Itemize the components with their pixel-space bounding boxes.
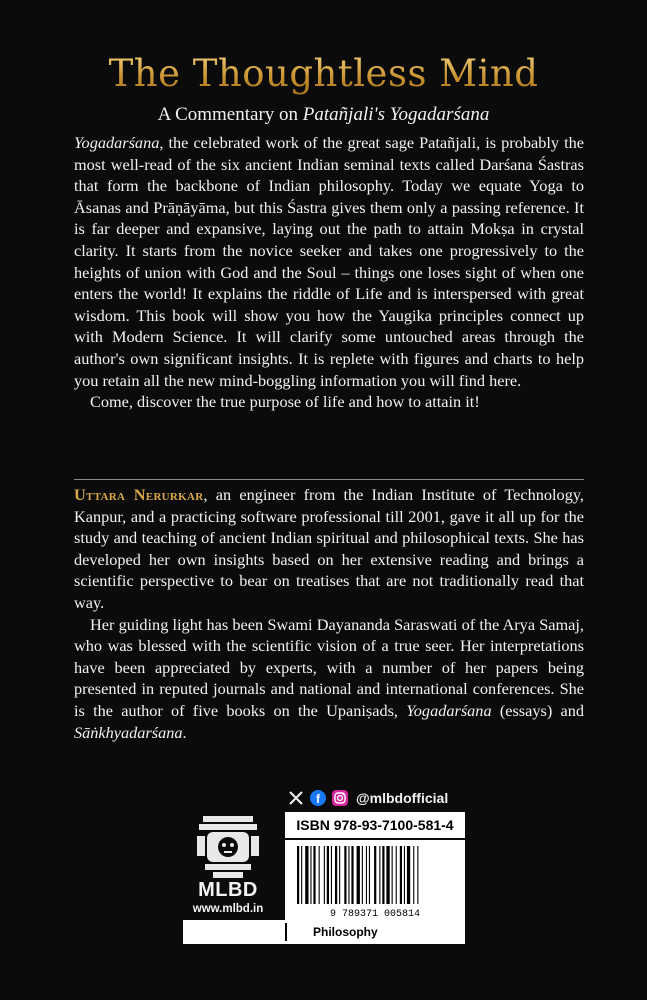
barcode-bar	[313, 846, 315, 904]
description-lead: Yogadarśana	[74, 133, 160, 152]
publisher-url: www.mlbd.in	[192, 903, 264, 915]
publisher-name: MLBD	[198, 879, 258, 901]
author-book-1: Yogadarśana	[406, 700, 492, 720]
author-book-2: Sāṅkhyadarśana	[74, 722, 183, 742]
category-divider	[285, 923, 287, 941]
barcode-bar	[335, 846, 337, 904]
barcode-bar	[400, 846, 402, 904]
barcode-bar	[366, 846, 367, 904]
author-paragraph-1	[74, 484, 584, 614]
barcode-bar	[413, 846, 414, 904]
barcode-bar	[339, 846, 340, 904]
barcode-bar	[417, 846, 418, 904]
subtitle-prefix: A Commentary on	[157, 104, 303, 125]
barcode-bar	[310, 846, 311, 904]
barcode-bar	[396, 846, 397, 904]
publisher-logo-icon	[193, 814, 263, 884]
barcode-bar	[382, 846, 384, 904]
barcode-bar	[379, 846, 380, 904]
author-bio	[74, 484, 584, 743]
barcode-bar	[297, 846, 299, 904]
book-subtitle	[0, 104, 647, 126]
author-text-mid: (essays) and	[491, 700, 584, 720]
barcode-bar	[386, 846, 389, 904]
barcode-digits: 9 789371 005814	[329, 909, 421, 920]
description-text: , the celebrated work of the great sage Patañjali, is probably the most well-read of the six ancient Indian seminal texts called Darśana Śastras that form the backbone of Indian philosophy. Today we equate Yoga to Āsanas and Prāṇāyāma, but this Śastra gives them only a passing reference. It is far deeper and expansive, laying out the path to attain Mokṣa in crystal clarity. It starts from the novice seeker and takes one progressively to the heights of union with God and the Soul – things one loses sight of when one enters the world! It explains the riddle of Life and is interspersed with great wisdom. This book will show you how the Yaugika principles connect up with Modern Science. It will clarify some untouched areas through the author's own significant insights. It is replete with figures and charts to help you retain all the new mind-boggling information you will find here.	[74, 133, 584, 390]
barcode-bar	[369, 846, 370, 904]
category-box	[183, 920, 465, 944]
barcode-bar	[351, 846, 353, 904]
social-row	[288, 788, 448, 808]
barcode-bar	[407, 846, 410, 904]
instagram-icon	[332, 790, 348, 806]
social-handle: @mlbdofficial	[356, 790, 449, 806]
barcode-bar	[319, 846, 320, 904]
facebook-icon	[310, 790, 326, 806]
description-paragraph-1	[74, 132, 584, 391]
book-title: The Thoughtless Mind	[0, 52, 647, 95]
barcode-bar	[392, 846, 393, 904]
barcode-bar	[362, 846, 363, 904]
isbn-label: ISBN 978-93-7100-581-4	[285, 812, 465, 838]
author-paragraph-2	[74, 614, 584, 744]
svg-text:f: f	[316, 792, 320, 806]
author-text-1: , an engineer from the Indian Institute of Technology, Kanpur, and a practicing software professional till 2001, gave it all up for the study and teaching of ancient Indian spiritual and philosophical texts. She has developed her own insights based on her extensive reading and brings a scientific perspective to bear on treatises that are not traditionally read that way.	[74, 485, 584, 612]
barcode-bar	[404, 846, 405, 904]
barcode-bar	[301, 846, 302, 904]
barcode-bar	[327, 846, 329, 904]
barcode-bar	[374, 846, 376, 904]
author-text-end: .	[182, 722, 187, 742]
book-description	[74, 132, 584, 413]
barcode	[285, 840, 465, 920]
description-paragraph-2: Come, discover the true purpose of life and how to attain it!	[90, 392, 480, 412]
barcode-bar	[344, 846, 346, 904]
author-name: Uttara Nerurkar	[74, 485, 204, 504]
barcode-bar	[324, 846, 325, 904]
barcode-bar	[305, 846, 308, 904]
category-label: Philosophy	[313, 925, 378, 939]
barcode-bar	[348, 846, 349, 904]
barcode-bar	[357, 846, 360, 904]
barcode-bar	[331, 846, 332, 904]
section-divider	[74, 479, 584, 480]
x-icon	[288, 790, 304, 806]
author-text-2: Her guiding light has been Swami Dayananda Saraswati of the Arya Samaj, who was blessed with the scientific vision of a true seer. Her interpretations have been appreciated by experts, with a number of her papers being presented in reputed journals and national and international conferences. She is the author of five books on the Upaniṣads,	[74, 614, 584, 720]
subtitle-italic: Patañjali's Yogadarśana	[302, 104, 490, 125]
